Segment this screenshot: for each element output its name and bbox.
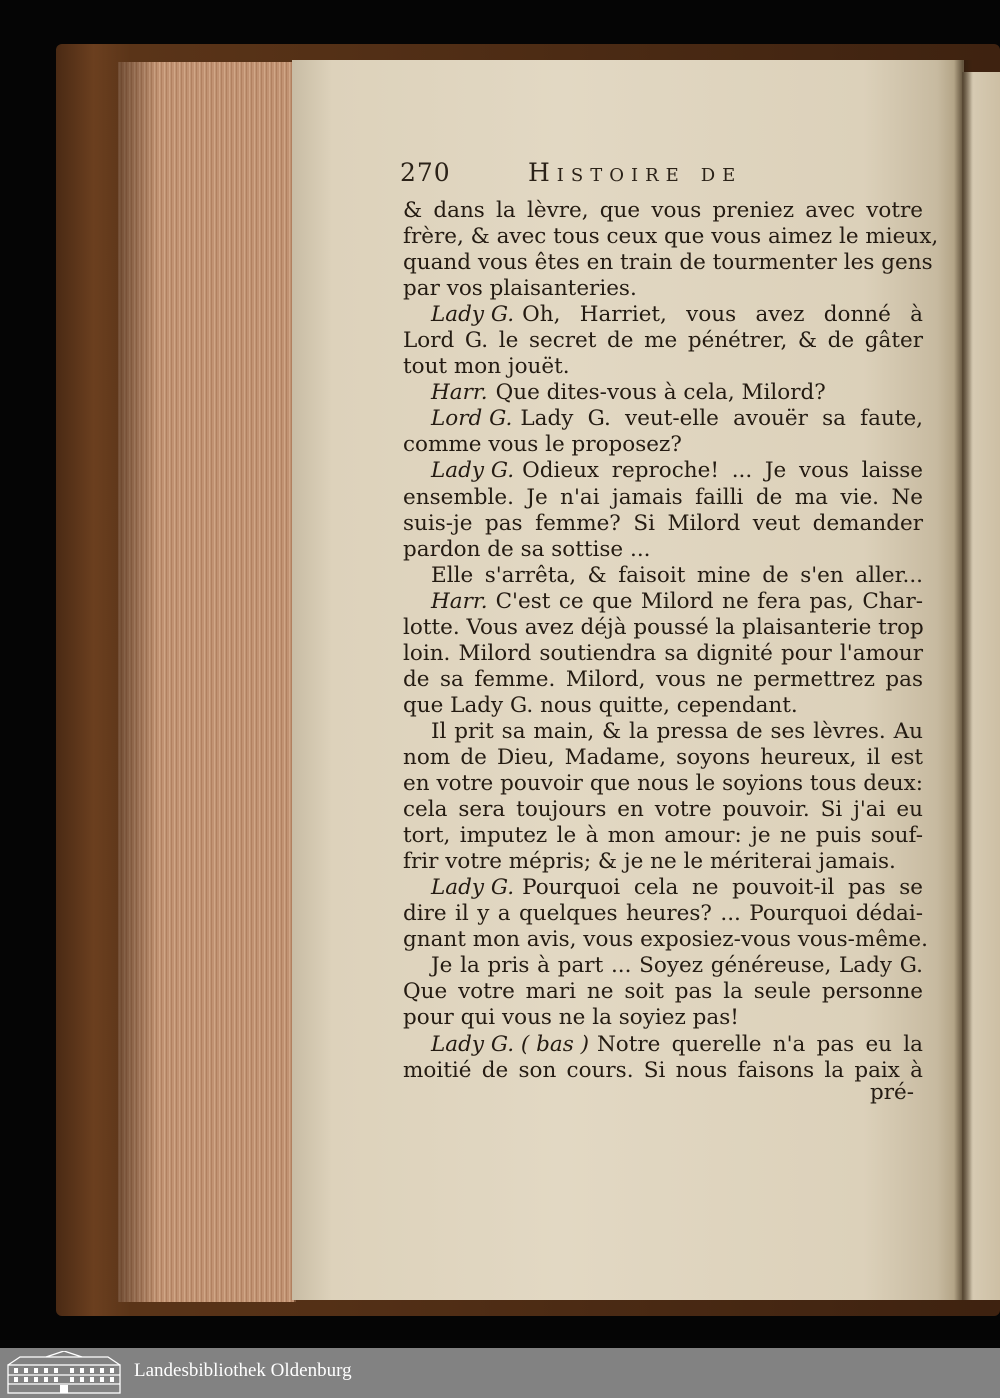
line-text: par vos plaisanteries.	[403, 276, 637, 302]
text-line	[403, 771, 923, 797]
text-line	[403, 1058, 923, 1084]
text-line	[403, 328, 923, 354]
line-text: ensemble. Je n'ai jamais failli de ma vie. Ne	[403, 484, 923, 510]
text-line	[403, 1005, 923, 1031]
line-text: lotte. Vous avez déjà poussé la plaisanterie trop	[403, 614, 924, 640]
text-line	[403, 823, 923, 849]
text-line	[403, 979, 923, 1005]
text-line	[403, 849, 923, 875]
text-line	[403, 615, 923, 641]
speaker-name: Harr.	[431, 380, 488, 406]
text-line	[403, 563, 923, 589]
text-line	[403, 302, 923, 328]
line-text: Oh, Harriet, vous avez donné à	[522, 302, 923, 328]
line-text: Elle s'arrêta, & faisoit mine de s'en aller...	[431, 562, 923, 588]
text-line	[403, 250, 933, 276]
line-text: Je la pris à part ... Soyez généreuse, Lady G.	[431, 953, 923, 979]
speaker-name: Lady G. ( bas )	[431, 1031, 589, 1057]
page-number: 270	[400, 158, 451, 187]
line-text: Notre querelle n'a pas eu la	[596, 1031, 923, 1057]
speaker-name: Lord G.	[431, 406, 513, 432]
text-line	[403, 953, 923, 979]
text-line	[403, 1032, 923, 1058]
line-text: Que votre mari ne soit pas la seule personne	[403, 979, 923, 1005]
text-line	[403, 693, 923, 719]
line-text: Lord G. le secret de me pénétrer, & de gâter	[403, 328, 923, 354]
text-line	[403, 458, 923, 484]
text-line	[403, 719, 923, 745]
line-text: tort, imputez le à mon amour: je ne puis souf-	[403, 823, 923, 849]
catchword: pré-	[870, 1080, 915, 1105]
text-line	[403, 354, 923, 380]
text-line	[403, 641, 923, 667]
running-title: Histoire de	[528, 158, 743, 187]
line-text: frir votre mépris; & je ne le mériterai jamais.	[403, 849, 896, 875]
line-text: C'est ce que Milord ne fera pas, Char-	[495, 588, 923, 614]
line-text: Odieux reproche! ... Je vous laisse	[522, 458, 923, 484]
line-text: frère, & avec tous ceux que vous aimez le mieux,	[403, 224, 939, 250]
line-text: tout mon jouët.	[403, 354, 570, 380]
text-line	[403, 537, 923, 563]
line-text: Pourquoi cela ne pouvoit-il pas se	[522, 875, 923, 901]
line-text: Que dites-vous à cela, Milord?	[495, 380, 826, 406]
text-line	[403, 380, 923, 406]
line-text: pour qui vous ne la soyiez pas!	[403, 1005, 739, 1031]
text-line	[403, 276, 923, 302]
line-text: comme vous le proposez?	[403, 432, 682, 458]
line-text: & dans la lèvre, que vous preniez avec votre	[403, 198, 923, 223]
text-line	[403, 875, 923, 901]
line-text: suis-je pas femme? Si Milord veut demander	[403, 510, 923, 536]
line-text: quand vous êtes en train de tourmenter les gens	[403, 250, 933, 276]
text-line	[403, 198, 923, 224]
line-text: loin. Milord soutiendra sa dignité pour l'amour	[403, 640, 923, 666]
text-line	[403, 667, 923, 693]
running-head	[400, 158, 920, 192]
text-line	[403, 224, 939, 250]
library-building-logo	[6, 1351, 122, 1395]
text-line	[403, 901, 923, 927]
speaker-name: Lady G.	[431, 875, 515, 901]
text-line	[403, 797, 923, 823]
text-line	[403, 927, 928, 953]
library-name: Landesbibliothek Oldenburg	[134, 1360, 352, 1381]
line-text: que Lady G. nous quitte, cependant.	[403, 692, 798, 718]
line-text: pardon de sa sottise ...	[403, 536, 651, 562]
speaker-name: Harr.	[431, 588, 488, 614]
line-text: en votre pouvoir que nous le soyions tous deux:	[403, 771, 923, 797]
body-text	[403, 198, 939, 1084]
footer-bar	[0, 1348, 1000, 1398]
page-gutter	[954, 60, 972, 1300]
text-line	[403, 432, 923, 458]
fore-edge-shadow	[118, 62, 158, 1302]
text-line	[403, 511, 923, 537]
text-line	[403, 745, 923, 771]
text-line	[403, 406, 923, 432]
speaker-name: Lady G.	[431, 302, 515, 328]
line-text: gnant mon avis, vous exposiez-vous vous-même.	[403, 927, 928, 953]
text-line	[403, 485, 923, 511]
line-text: Lady G. veut-elle avouër sa faute,	[520, 406, 923, 432]
text-line	[403, 589, 923, 615]
line-text: de sa femme. Milord, vous ne permettrez pas	[403, 666, 923, 692]
speaker-name: Lady G.	[431, 458, 515, 484]
line-text: nom de Dieu, Madame, soyons heureux, il est	[403, 744, 923, 770]
line-text: dire il y a quelques heures? ... Pourquoi dédai-	[403, 901, 923, 927]
line-text: Il prit sa main, & la pressa de ses lèvres. Au	[431, 718, 923, 744]
line-text: cela sera toujours en votre pouvoir. Si j'ai eu	[403, 797, 923, 823]
line-text: moitié de son cours. Si nous faisons la paix à	[403, 1057, 923, 1083]
